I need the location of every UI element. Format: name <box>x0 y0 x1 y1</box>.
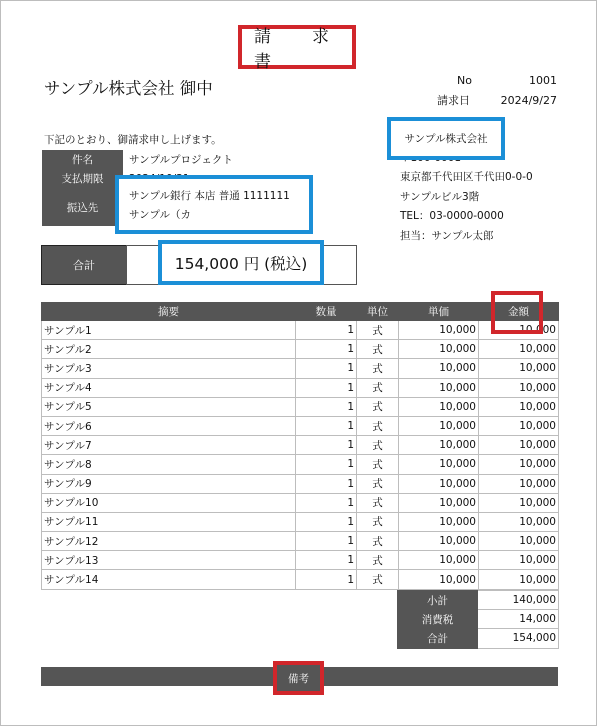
item-quantity: 1 <box>296 321 357 340</box>
item-amount: 10,000 <box>479 570 559 589</box>
item-amount: 10,000 <box>479 474 559 493</box>
item-description: サンプル12 <box>42 532 296 551</box>
item-amount: 10,000 <box>479 493 559 512</box>
item-unit: 式 <box>357 378 399 397</box>
tax-value: 14,000 <box>478 610 559 629</box>
bank-account-holder: サンプル（カ <box>129 209 192 221</box>
item-unit-price: 10,000 <box>399 416 479 435</box>
item-unit-price: 10,000 <box>399 570 479 589</box>
tax-row <box>398 610 559 629</box>
item-unit: 式 <box>357 512 399 531</box>
grand-total-label: 合計 <box>398 629 478 648</box>
totals-table <box>397 590 559 649</box>
table-row <box>42 474 559 493</box>
item-quantity: 1 <box>296 378 357 397</box>
sender-building: サンプルビル3階 <box>400 190 480 203</box>
item-quantity: 1 <box>296 455 357 474</box>
table-row <box>42 378 559 397</box>
item-unit: 式 <box>357 455 399 474</box>
invoice-date-label: 請求日 <box>437 94 470 107</box>
subtotal-label: 小計 <box>398 591 478 610</box>
subject-label: 件名 <box>42 150 123 169</box>
item-unit: 式 <box>357 340 399 359</box>
subject-value: サンプルプロジェクト <box>129 154 233 166</box>
total-label: 合計 <box>41 245 127 285</box>
item-unit: 式 <box>357 532 399 551</box>
item-description: サンプル4 <box>42 378 296 397</box>
item-unit: 式 <box>357 359 399 378</box>
item-unit: 式 <box>357 474 399 493</box>
header-unit-price: 単価 <box>399 303 479 321</box>
subtotal-row <box>398 591 559 610</box>
item-unit: 式 <box>357 570 399 589</box>
item-quantity: 1 <box>296 359 357 378</box>
item-unit: 式 <box>357 436 399 455</box>
item-amount: 10,000 <box>479 436 559 455</box>
item-unit: 式 <box>357 397 399 416</box>
item-description: サンプル9 <box>42 474 296 493</box>
invoice-meta <box>437 74 557 114</box>
table-row <box>42 551 559 570</box>
item-unit: 式 <box>357 416 399 435</box>
table-row <box>42 493 559 512</box>
item-quantity: 1 <box>296 532 357 551</box>
invoice-number-label: No <box>457 74 472 87</box>
item-amount: 10,000 <box>479 512 559 531</box>
item-amount: 10,000 <box>479 378 559 397</box>
intro-text: 下記のとおり、御請求申し上げます。 <box>44 134 222 146</box>
item-description: サンプル8 <box>42 455 296 474</box>
invoice-number: 1001 <box>529 74 557 87</box>
item-unit-price: 10,000 <box>399 455 479 474</box>
item-quantity: 1 <box>296 474 357 493</box>
item-unit-price: 10,000 <box>399 340 479 359</box>
sender-company: サンプル株式会社 <box>387 117 505 160</box>
item-amount: 10,000 <box>479 532 559 551</box>
item-unit: 式 <box>357 493 399 512</box>
grand-total-value: 154,000 <box>478 629 559 648</box>
line-items-table <box>41 302 559 590</box>
item-description: サンプル1 <box>42 321 296 340</box>
item-description: サンプル3 <box>42 359 296 378</box>
item-description: サンプル6 <box>42 416 296 435</box>
bank-label: 振込先 <box>42 188 123 226</box>
item-description: サンプル2 <box>42 340 296 359</box>
line-items <box>42 321 559 590</box>
table-row <box>42 340 559 359</box>
item-amount: 10,000 <box>479 416 559 435</box>
item-description: サンプル11 <box>42 512 296 531</box>
tax-label: 消費税 <box>398 610 478 629</box>
deadline-label: 支払期限 <box>42 169 123 188</box>
invoice-number-row <box>437 74 557 94</box>
item-unit-price: 10,000 <box>399 493 479 512</box>
item-quantity: 1 <box>296 340 357 359</box>
item-amount: 10,000 <box>479 551 559 570</box>
item-quantity: 1 <box>296 493 357 512</box>
item-amount: 10,000 <box>479 321 559 340</box>
sender-tel: TEL：03-0000-0000 <box>400 210 504 222</box>
table-row <box>42 397 559 416</box>
item-amount: 10,000 <box>479 397 559 416</box>
item-unit: 式 <box>357 551 399 570</box>
remarks-label: 備考 <box>273 661 324 695</box>
item-description: サンプル14 <box>42 570 296 589</box>
table-row <box>42 532 559 551</box>
table-row <box>42 436 559 455</box>
invoice-date: 2024/9/27 <box>500 94 557 107</box>
header-unit: 単位 <box>357 303 399 321</box>
table-row <box>42 416 559 435</box>
item-amount: 10,000 <box>479 455 559 474</box>
table-row <box>42 512 559 531</box>
item-description: サンプル10 <box>42 493 296 512</box>
client-name: サンプル株式会社 御中 <box>44 79 213 98</box>
item-unit-price: 10,000 <box>399 359 479 378</box>
sender-address: 東京都千代田区千代田0-0-0 <box>400 171 533 183</box>
item-quantity: 1 <box>296 570 357 589</box>
item-unit-price: 10,000 <box>399 532 479 551</box>
header-description: 摘要 <box>42 303 296 321</box>
bank-details-box <box>115 175 313 234</box>
item-quantity: 1 <box>296 416 357 435</box>
total-amount: 154,000 円 (税込) <box>158 240 324 285</box>
grand-total-row <box>398 629 559 648</box>
table-row <box>42 321 559 340</box>
item-description: サンプル7 <box>42 436 296 455</box>
table-header-row <box>42 303 559 321</box>
subtotal-value: 140,000 <box>478 591 559 610</box>
item-description: サンプル13 <box>42 551 296 570</box>
bank-account: サンプル銀行 本店 普通 1111111 <box>129 190 290 202</box>
item-quantity: 1 <box>296 551 357 570</box>
amount-header-highlight <box>491 291 543 334</box>
item-amount: 10,000 <box>479 340 559 359</box>
item-unit-price: 10,000 <box>399 436 479 455</box>
item-unit-price: 10,000 <box>399 551 479 570</box>
item-unit-price: 10,000 <box>399 397 479 416</box>
header-amount: 金額 <box>479 303 559 321</box>
item-unit: 式 <box>357 321 399 340</box>
header-quantity: 数量 <box>296 303 357 321</box>
item-description: サンプル5 <box>42 397 296 416</box>
item-amount: 10,000 <box>479 359 559 378</box>
item-quantity: 1 <box>296 512 357 531</box>
sender-contact: 担当：サンプル太郎 <box>400 229 494 242</box>
table-row <box>42 359 559 378</box>
invoice-date-row <box>437 94 557 114</box>
table-row <box>42 455 559 474</box>
document-title: 請 求 書 <box>238 25 356 69</box>
item-unit-price: 10,000 <box>399 378 479 397</box>
item-unit-price: 10,000 <box>399 321 479 340</box>
item-unit-price: 10,000 <box>399 512 479 531</box>
table-row <box>42 570 559 589</box>
item-quantity: 1 <box>296 436 357 455</box>
item-quantity: 1 <box>296 397 357 416</box>
item-unit-price: 10,000 <box>399 474 479 493</box>
